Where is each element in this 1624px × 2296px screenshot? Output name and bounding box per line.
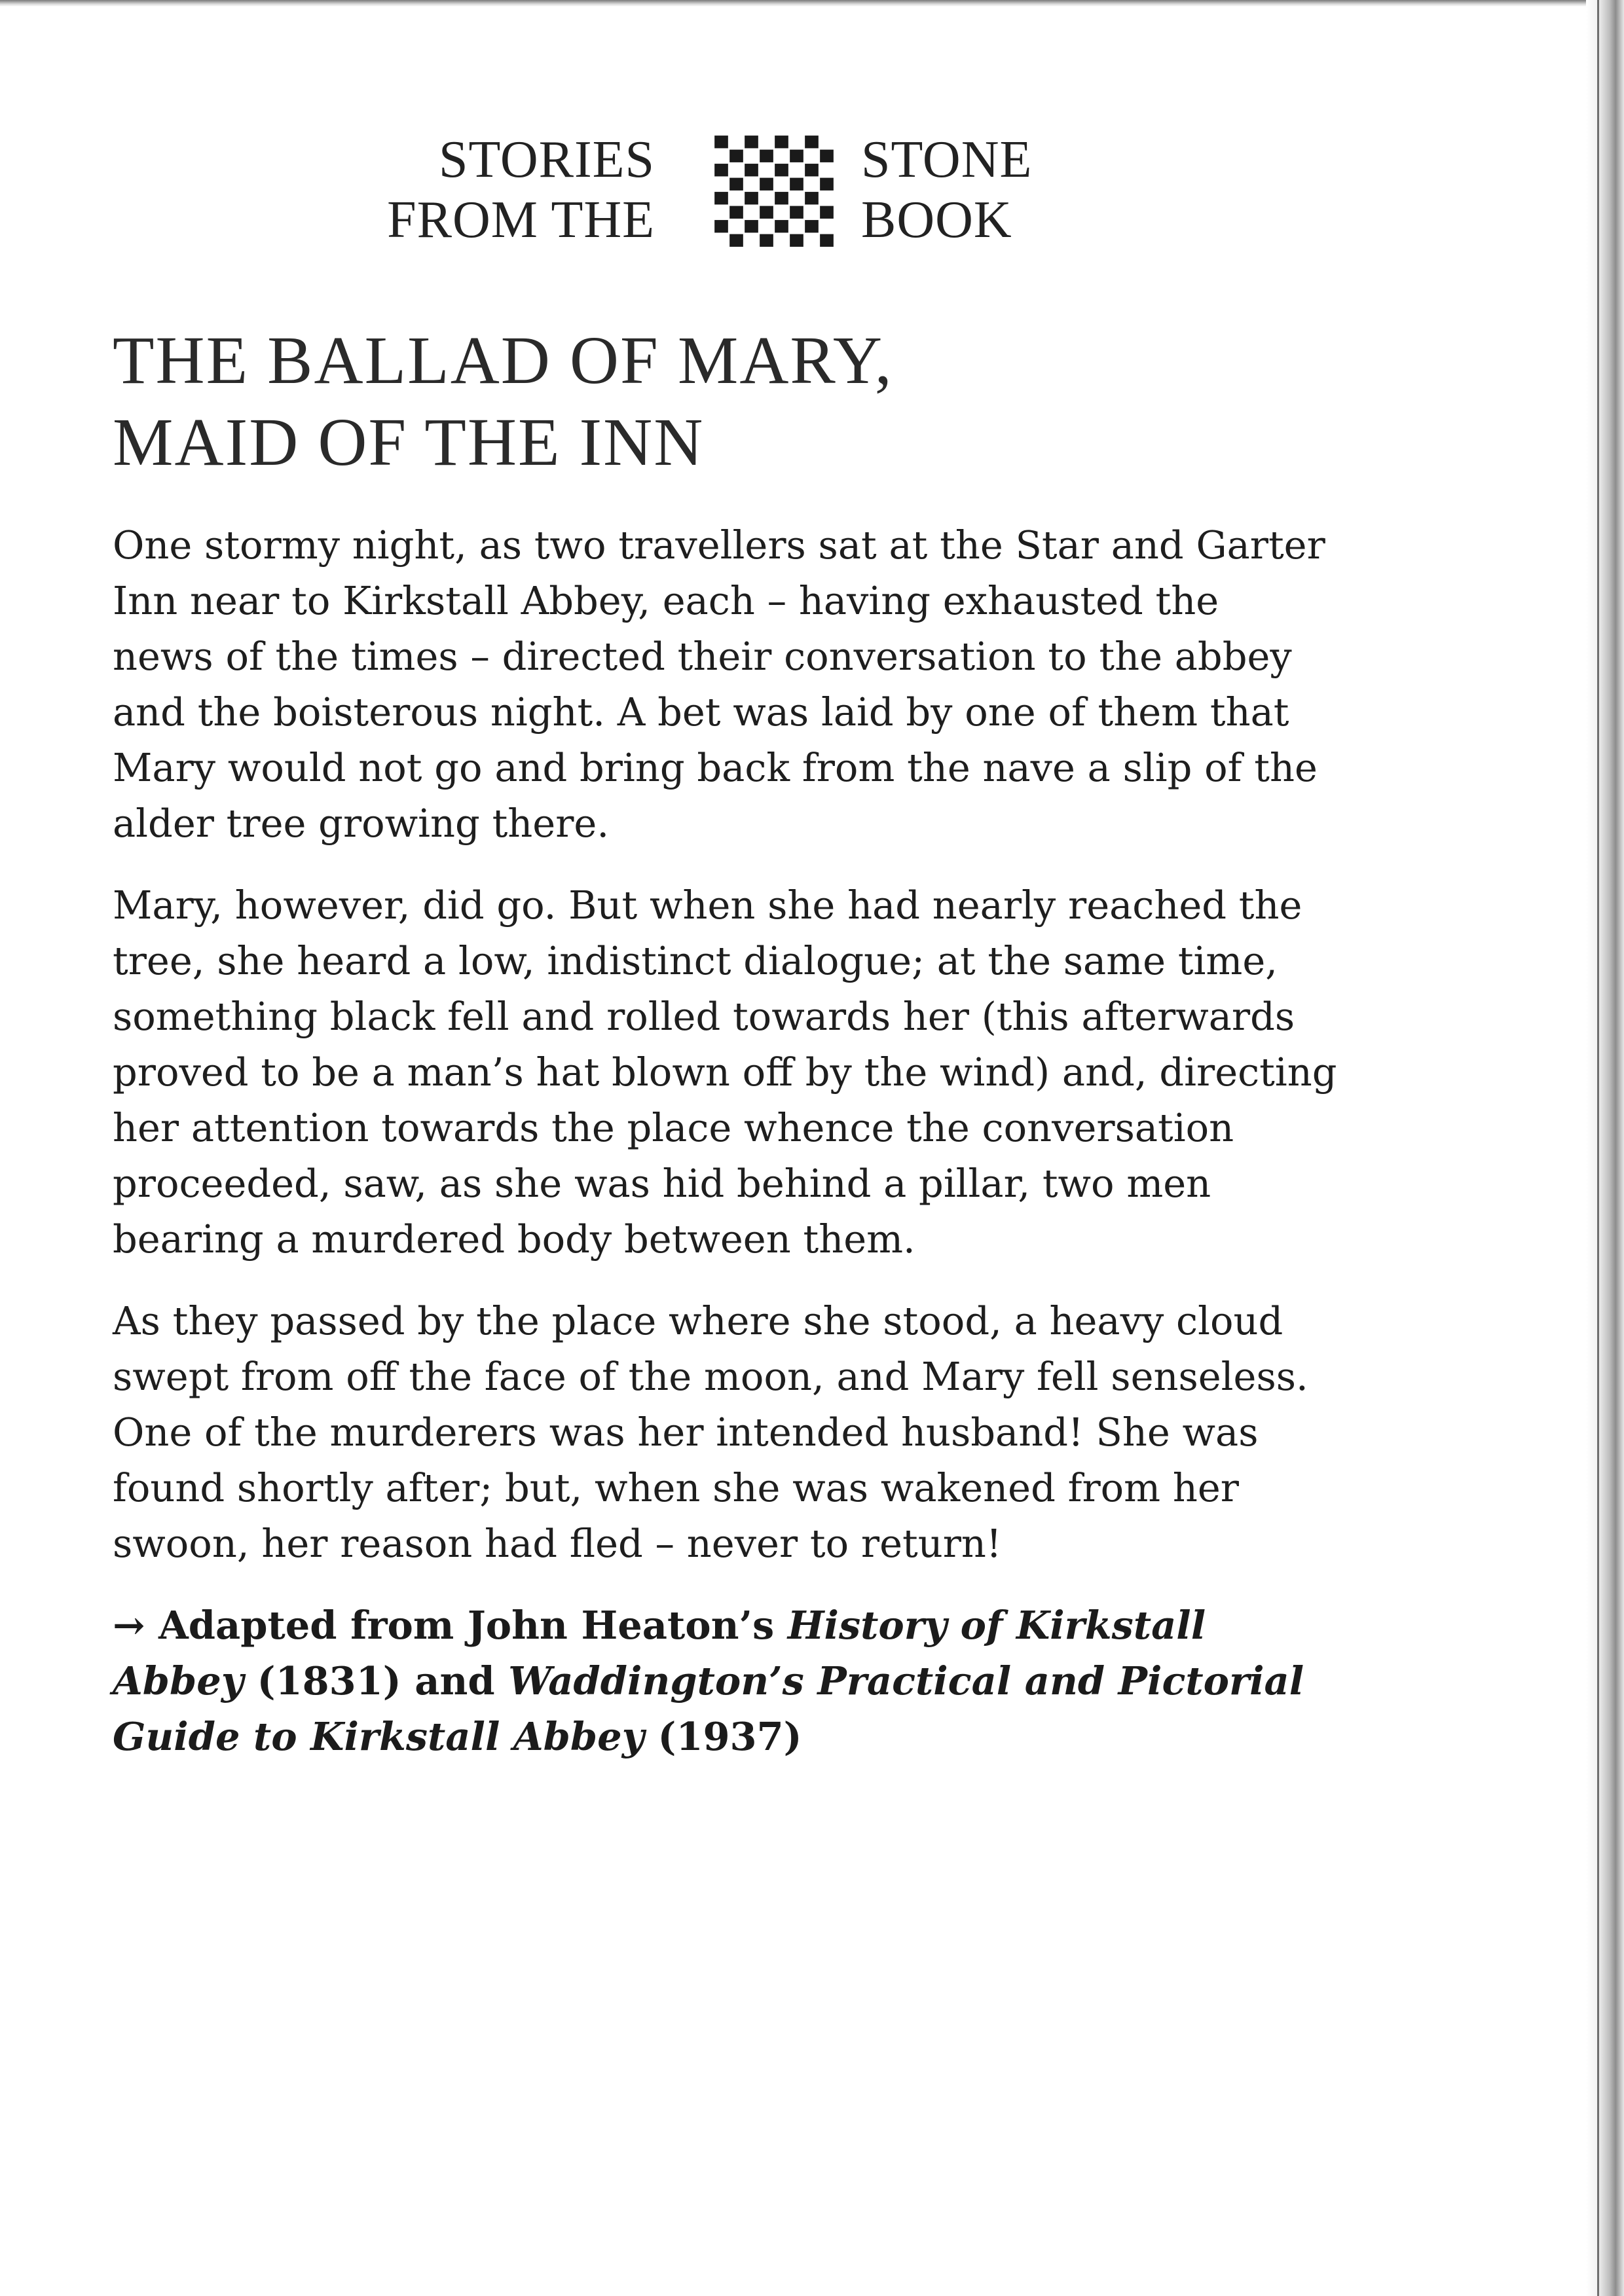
title-line-1: THE BALLAD OF MARY,: [113, 323, 893, 398]
checker-square: [714, 136, 728, 148]
paragraph-3-line: swoon, her reason had fled – never to return!: [113, 1521, 1002, 1566]
checker-square: [760, 234, 773, 247]
paragraph-1-line: news of the times – directed their conversation to the abbey: [113, 634, 1292, 679]
paragraph-1-line: alder tree growing there.: [113, 801, 610, 846]
paragraph-3-line: found shortly after; but, when she was wakened from her: [113, 1465, 1239, 1510]
masthead-left-line-1: STORIES: [438, 131, 655, 189]
checker-square: [790, 234, 803, 247]
paragraph-1-line: Mary would not go and bring back from the nave a slip of the: [113, 745, 1318, 790]
checker-square: [760, 150, 773, 162]
checker-square: [745, 192, 758, 204]
paragraph-3: [113, 1293, 1488, 1571]
paragraph-2-line: something black fell and rolled towards her (this afterwards: [113, 994, 1295, 1039]
scan-edge-right: [1586, 0, 1624, 2296]
credit-work-1a: History of Kirkstall: [787, 1603, 1206, 1648]
paragraph-1-line: One stormy night, as two travellers sat at the Star and Garter: [113, 522, 1325, 568]
title-line-2: MAID OF THE INN: [113, 405, 705, 480]
paragraph-2-line: her attention towards the place whence the conversation: [113, 1105, 1234, 1150]
checker-square: [714, 192, 728, 204]
masthead-left-line-2: FROM THE: [387, 191, 655, 249]
credit-year-1: (1831) and: [244, 1658, 509, 1704]
checker-square: [775, 164, 788, 176]
page-title: [113, 319, 1357, 483]
checker-square: [745, 164, 758, 176]
checker-square: [714, 220, 728, 232]
checker-square: [805, 164, 819, 176]
paragraph-3-line: swept from off the face of the moon, and Mary fell senseless.: [113, 1354, 1308, 1399]
checker-square: [729, 150, 743, 162]
paragraph-2: [113, 877, 1488, 1267]
credit-work-2b: Guide to Kirkstall Abbey: [113, 1714, 644, 1759]
masthead-right-line-2: BOOK: [861, 191, 1012, 249]
checker-square: [760, 178, 773, 191]
paragraph-2-line: Mary, however, did go. But when she had nearly reached the: [113, 883, 1302, 928]
checker-square: [820, 234, 834, 247]
masthead: [360, 130, 1080, 254]
checker-square: [805, 136, 819, 148]
credit-year-2: (1937): [644, 1714, 802, 1759]
paragraph-2-line: tree, she heard a low, indistinct dialogue; at the same time,: [113, 938, 1278, 983]
masthead-right: [861, 130, 1032, 250]
checker-square: [820, 150, 834, 162]
checker-square: [745, 220, 758, 232]
masthead-left: [387, 130, 655, 250]
credit-line-2: [113, 1653, 1488, 1709]
credit-work-1b: Abbey: [113, 1658, 244, 1704]
paragraph-3-line: One of the murderers was her intended husband! She was: [113, 1410, 1259, 1455]
checker-square: [805, 220, 819, 232]
source-credit: [113, 1597, 1488, 1764]
credit-line-1: [113, 1597, 1488, 1653]
paragraph-2-line: proved to be a man’s hat blown off by the wind) and, directing: [113, 1049, 1337, 1095]
checker-square: [729, 234, 743, 247]
masthead-right-line-1: STONE: [861, 131, 1033, 189]
scan-edge-right-line: [1597, 0, 1599, 2296]
checker-square: [805, 192, 819, 204]
paragraph-2-line: proceeded, saw, as she was hid behind a pillar, two men: [113, 1161, 1211, 1206]
checker-square: [760, 206, 773, 219]
credit-line-3: [113, 1709, 1488, 1764]
story-body: [113, 517, 1488, 1764]
checker-square: [729, 178, 743, 191]
checker-square: [775, 220, 788, 232]
scan-edge-top: [0, 0, 1624, 7]
checker-square: [790, 150, 803, 162]
checker-square: [745, 136, 758, 148]
checker-square: [820, 178, 834, 191]
checker-square: [729, 206, 743, 219]
credit-prefix: Adapted from John Heaton’s: [158, 1603, 788, 1648]
checker-square: [790, 206, 803, 219]
arrow-icon: →: [113, 1603, 145, 1648]
checker-square: [714, 164, 728, 176]
paragraph-1: [113, 517, 1488, 851]
paragraph-2-line: bearing a murdered body between them.: [113, 1216, 915, 1262]
checker-square: [775, 192, 788, 204]
checker-square: [775, 136, 788, 148]
paragraph-1-line: Inn near to Kirkstall Abbey, each – having exhausted the: [113, 578, 1219, 623]
checker-square: [790, 178, 803, 191]
paragraph-1-line: and the boisterous night. A bet was laid by one of them that: [113, 689, 1289, 735]
paragraph-3-line: As they passed by the place where she stood, a heavy cloud: [113, 1298, 1283, 1343]
credit-work-2a: Waddington’s Practical and Pictorial: [508, 1658, 1304, 1704]
checker-square: [820, 206, 834, 219]
checkerboard-icon: [714, 135, 834, 247]
